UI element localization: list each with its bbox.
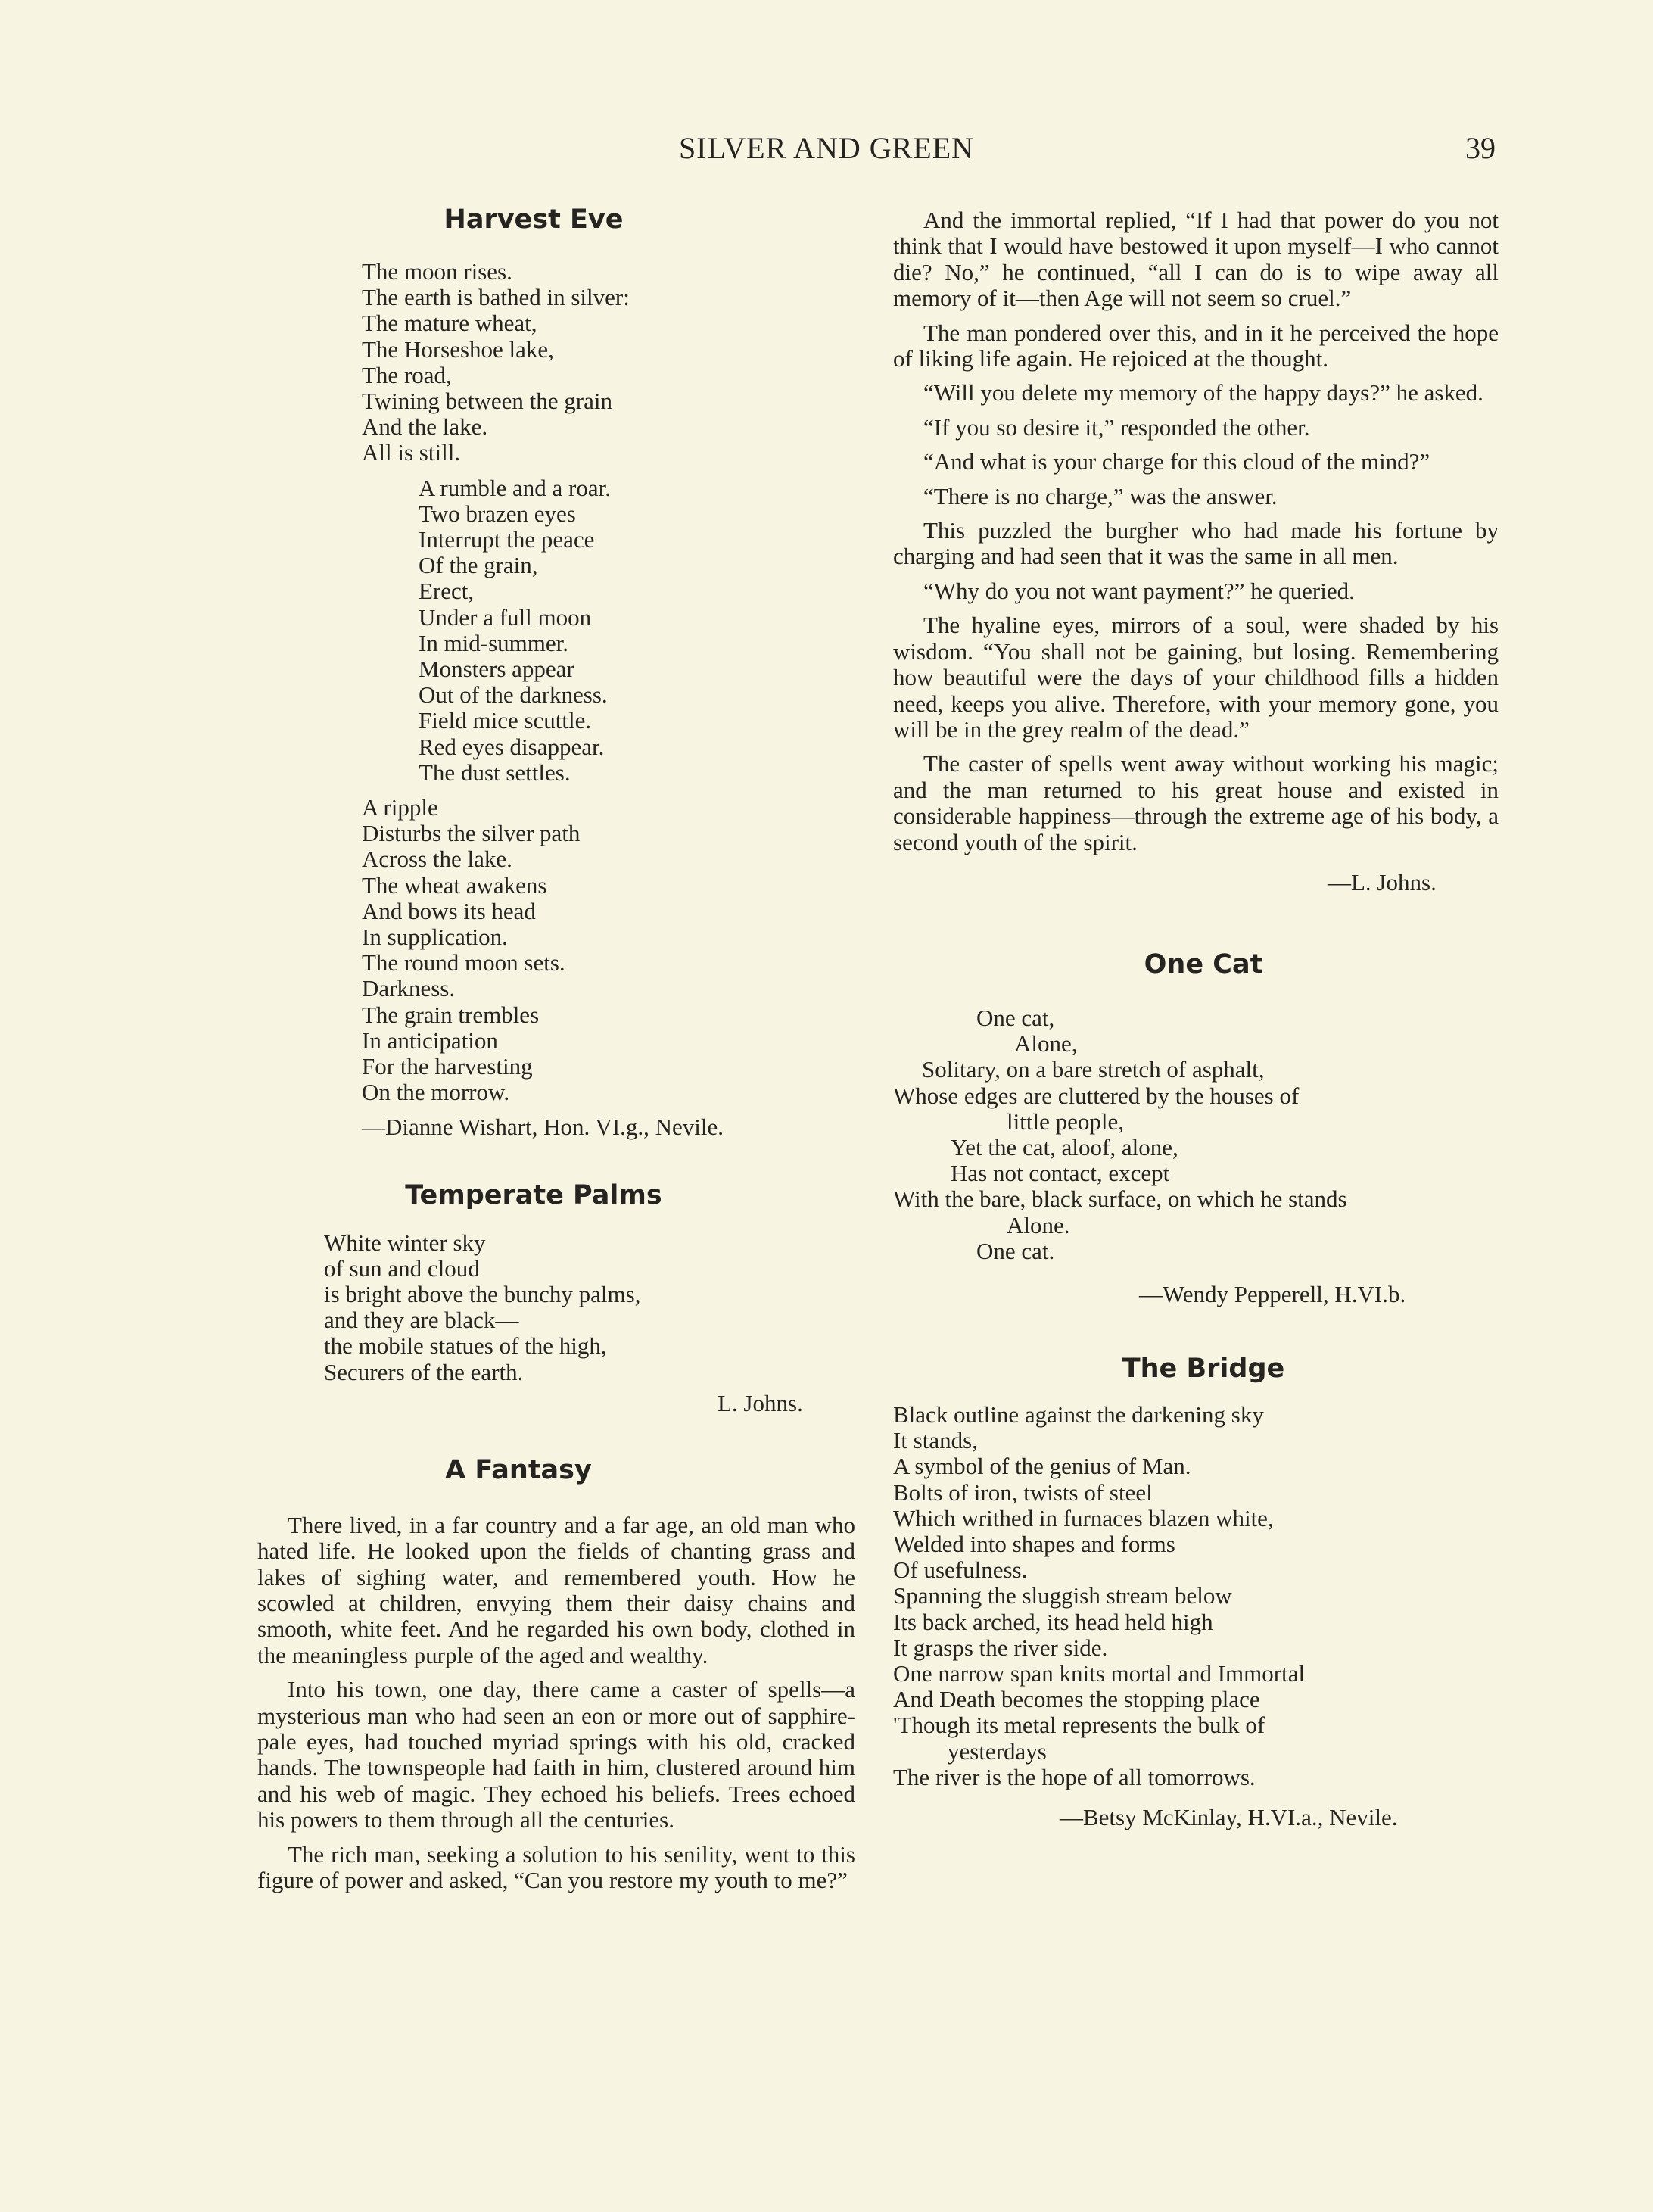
verse-line: The road,	[362, 361, 452, 388]
stanza-1	[362, 259, 855, 466]
verse-line: In supplication.	[362, 924, 508, 951]
verse-line: It stands,	[893, 1427, 978, 1454]
verse-line: On the morrow.	[362, 1079, 510, 1106]
verse-line: One cat.	[976, 1237, 1055, 1264]
verse-line: Twining between the grain	[362, 388, 612, 415]
verse-line: A rumble and a roar.	[419, 474, 611, 501]
verse-line: is bright above the bunchy palms,	[324, 1280, 641, 1307]
verse-line: Of usefulness.	[893, 1556, 1028, 1584]
stanza-2	[419, 475, 855, 786]
verse-line: Welded into shapes and forms	[893, 1530, 1175, 1557]
poem-body	[324, 1230, 855, 1385]
right-column	[893, 204, 1499, 1831]
verse-line: The grain trembles	[362, 1001, 540, 1028]
verse-line: One cat,	[976, 1004, 1055, 1031]
verse-line: Two brazen eyes	[419, 500, 576, 527]
verse-line: It grasps the river side.	[893, 1634, 1108, 1661]
verse-line: The river is the hope of all tomorrows.	[893, 1763, 1256, 1790]
story-a-fantasy	[257, 1455, 855, 1894]
story-paragraph: The hyaline eyes, mirrors of a soul, were shaded by his wisdom. “You shall not be gaining, but losing. Remembering how beautiful were the days of your childhood fills a hidden need, keeps you alive. Therefore, with your memory gone, you will be in the grey realm of the dead.”	[893, 612, 1499, 743]
story-paragraph: This puzzled the burgher who had made his fortune by charging and had seen that it was the same in all men.	[893, 517, 1499, 570]
story-body-left	[257, 1513, 855, 1894]
poem-title: One Cat	[1144, 949, 1263, 980]
poem-author: L. Johns.	[718, 1389, 803, 1416]
verse-line: Bolts of iron, twists of steel	[893, 1478, 1153, 1506]
poem-the-bridge	[893, 1354, 1499, 1831]
poem-author: —Wendy Pepperell, H.VI.b.	[1139, 1280, 1406, 1307]
story-author: —L. Johns.	[1328, 868, 1437, 896]
verse-line: The wheat awakens	[362, 871, 547, 899]
story-body-right	[893, 207, 1499, 855]
story-paragraph: “If you so desire it,” responded the other.	[923, 413, 1310, 441]
page-number: 39	[1465, 131, 1496, 165]
verse-line: Alone,	[1014, 1030, 1078, 1058]
left-column	[257, 204, 855, 1902]
verse-line: Alone.	[1007, 1211, 1070, 1238]
poem-title: Temperate Palms	[405, 1179, 662, 1210]
verse-line: Interrupt the peace	[419, 526, 595, 553]
poem-body	[362, 259, 855, 1106]
verse-line: Disturbs the silver path	[362, 820, 581, 847]
running-title: SILVER AND GREEN	[678, 131, 975, 165]
verse-line: Red eyes disappear.	[419, 733, 605, 760]
stanza-3	[362, 795, 855, 1105]
verse-line: 'Though its metal represents the bulk of	[893, 1712, 1265, 1739]
story-paragraph: Into his town, one day, there came a caster of spells—a mysterious man who had seen an eon or more out of sapphire-pale eyes, had touched myriad springs with his old, cracked hands. The townspeople had faith in him, clustered around him and his web of magic. They echoed his beliefs. Trees echoed his powers to them through all the centuries.	[257, 1676, 855, 1833]
verse-line: And Death becomes the stopping place	[893, 1686, 1260, 1713]
verse-line: Its back arched, its head held high	[893, 1608, 1213, 1635]
story-paragraph: The man pondered over this, and in it he perceived the hope of liking life again. He rejoiced at the thought.	[893, 319, 1499, 372]
verse-line: and they are black—	[324, 1307, 519, 1334]
verse-line: Across the lake.	[362, 846, 512, 873]
poem-one-cat	[893, 949, 1499, 1308]
story-paragraph: There lived, in a far country and a far age, an old man who hated life. He looked upon the fields of chanting grass and lakes of sighing water, and remembered youth. How he scowled at children, envying them their daisy chains and smooth, white feet. And he regarded his own body, clothed in the meaningless purple of the aged and wealthy.	[257, 1511, 855, 1668]
verse-line: In anticipation	[362, 1027, 498, 1054]
verse-line: White winter sky	[324, 1229, 486, 1256]
verse-line: The Horseshoe lake,	[362, 335, 554, 363]
verse-line: Of the grain,	[419, 552, 538, 579]
poem-body	[893, 1005, 1499, 1264]
verse-line: For the harvesting	[362, 1053, 533, 1080]
verse-line: Yet the cat, aloof, alone,	[951, 1133, 1178, 1161]
story-paragraph: “Why do you not want payment?” he queried.	[923, 577, 1355, 604]
verse-line: One narrow span knits mortal and Immortal	[893, 1660, 1306, 1687]
verse-line: The dust settles.	[419, 759, 571, 786]
verse-line: Which writhed in furnaces blazen white,	[893, 1504, 1274, 1531]
story-title: A Fantasy	[445, 1454, 592, 1485]
verse-line: Darkness.	[362, 975, 456, 1002]
verse-line: The earth is bathed in silver:	[362, 284, 630, 311]
verse-line: Under a full moon	[419, 603, 592, 631]
poem-title: Harvest Eve	[444, 204, 624, 235]
poem-author: —Dianne Wishart, Hon. VI.g., Nevile.	[362, 1113, 724, 1140]
verse-line: Black outline against the darkening sky	[893, 1400, 1264, 1428]
story-paragraph: “And what is your charge for this cloud of the mind?”	[923, 448, 1430, 475]
verse-line: Spanning the sluggish stream below	[893, 1582, 1232, 1609]
story-paragraph: “Will you delete my memory of the happy days?” he asked.	[923, 379, 1483, 407]
verse-line: Field mice scuttle.	[419, 707, 592, 734]
story-paragraph: “There is no charge,” was the answer.	[923, 482, 1278, 509]
verse-line: A symbol of the genius of Man.	[893, 1453, 1191, 1480]
verse-line: In mid-summer.	[419, 629, 569, 656]
verse-line: And the lake.	[362, 413, 488, 441]
verse-line: Monsters appear	[419, 656, 574, 683]
verse-line: yesterdays	[948, 1737, 1047, 1765]
verse-line: the mobile statues of the high,	[324, 1332, 607, 1360]
verse-line: And bows its head	[362, 897, 536, 924]
verse-line: Solitary, on a bare stretch of asphalt,	[922, 1056, 1265, 1083]
verse-line: The moon rises.	[362, 258, 512, 285]
verse-line: A ripple	[362, 794, 438, 821]
story-paragraph: The rich man, seeking a solution to his senility, went to this figure of power and asked, “Can you restore my youth to me?”	[257, 1840, 855, 1893]
verse-line: Erect,	[419, 578, 475, 605]
verse-line: little people,	[1007, 1108, 1124, 1135]
verse-line: All is still.	[362, 439, 461, 466]
verse-line: The round moon sets.	[362, 949, 565, 977]
story-paragraph: And the immortal replied, “If I had that power do you not think that I would have bestowed it upon myself—I who cannot die? No,” he continued, “all I can do is to wipe away all memory of it—then Age will not seem so cruel.”	[893, 207, 1499, 312]
poem-harvest-eve	[257, 204, 855, 1141]
poem-author: —Betsy McKinlay, H.VI.a., Nevile.	[1060, 1804, 1398, 1831]
verse-line: The mature wheat,	[362, 310, 537, 337]
poem-title: The Bridge	[1122, 1353, 1285, 1384]
story-paragraph: The caster of spells went away without working his magic; and the man returned to his great house and existed in considerable happiness—through the extreme age of his body, a second youth of the spirit.	[893, 750, 1499, 855]
verse-line: Securers of the earth.	[324, 1358, 524, 1385]
verse-line: Has not contact, except	[951, 1160, 1170, 1187]
verse-line: Out of the darkness.	[419, 681, 608, 709]
poem-body	[893, 1402, 1499, 1790]
poem-temperate-palms	[257, 1180, 855, 1417]
verse-line: With the bare, black surface, on which he stands	[893, 1185, 1347, 1213]
verse-line: Whose edges are cluttered by the houses of	[893, 1082, 1300, 1109]
verse-line: of sun and cloud	[324, 1254, 480, 1282]
